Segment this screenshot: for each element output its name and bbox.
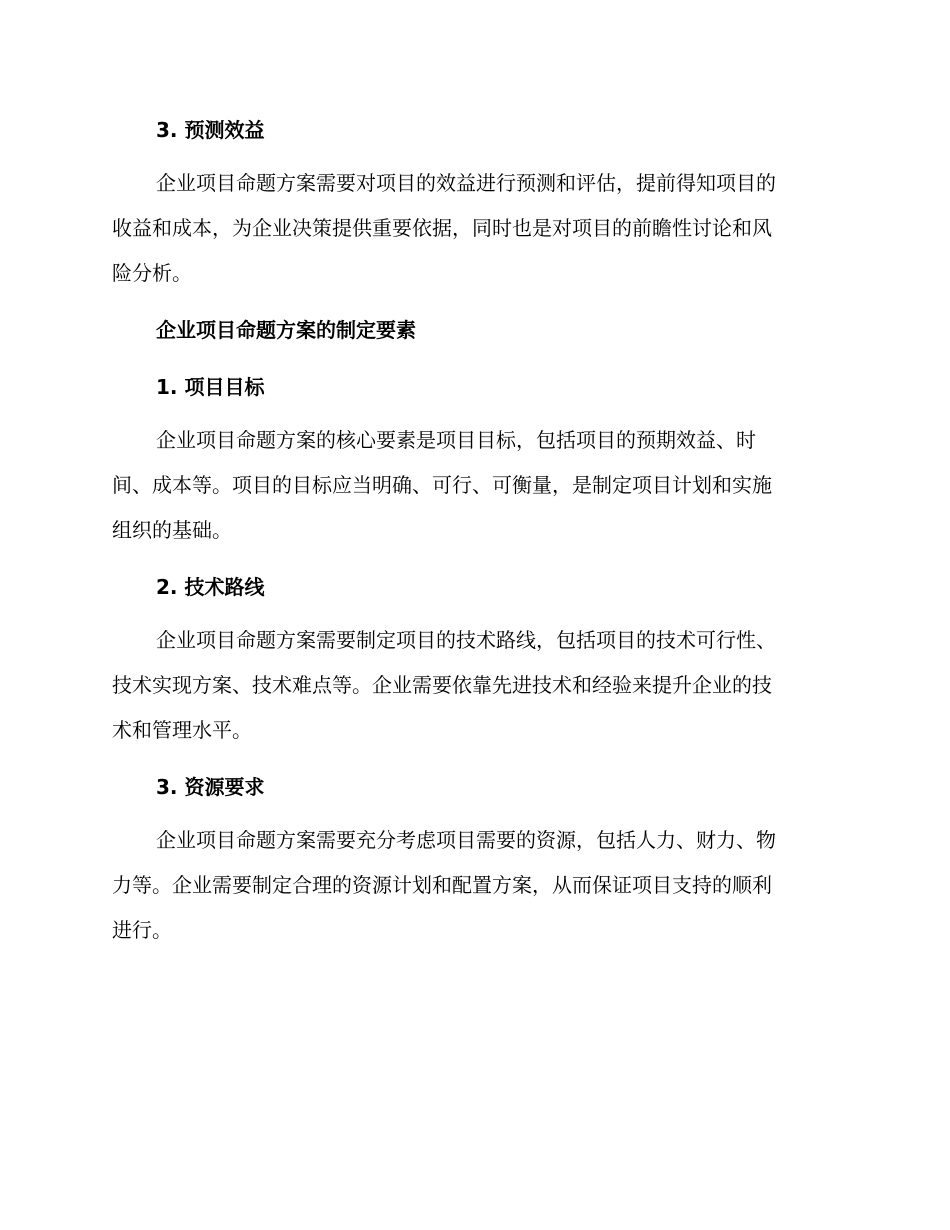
section-heading-forecast-benefit: 3. 预测效益 — [156, 118, 265, 142]
paragraph-forecast-benefit: 企业项目命题方案需要对项目的效益进行预测和评估，提前得知项目的 收益和成本，为企业决策提供重要依据，同时也是对项目的前瞻性讨论和风 险分析。 — [112, 171, 776, 285]
document-content — [112, 110, 832, 953]
section-heading-project-goal: 1. 项目目标 — [156, 375, 265, 399]
paragraph-resource-requirement: 企业项目命题方案需要充分考虑项目需要的资源，包括人力、财力、物 力等。企业需要制定合理的资源计划和配置方案，从而保证项目支持的顺利 进行。 — [112, 828, 776, 942]
paragraph-tech-route: 企业项目命题方案需要制定项目的技术路线，包括项目的技术可行性、 技术实现方案、技术难点等。企业需要依靠先进技术和经验来提升企业的技 术和管理水平。 — [112, 628, 776, 742]
section-heading-tech-route: 2. 技术路线 — [156, 575, 265, 599]
main-heading-elements: 企业项目命题方案的制定要素 — [156, 318, 416, 342]
section-heading-resource-requirement: 3. 资源要求 — [156, 775, 265, 799]
paragraph-project-goal: 企业项目命题方案的核心要素是项目目标，包括项目的预期效益、时 间、成本等。项目的目标应当明确、可行、可衡量，是制定项目计划和实施 组织的基础。 — [112, 428, 772, 542]
